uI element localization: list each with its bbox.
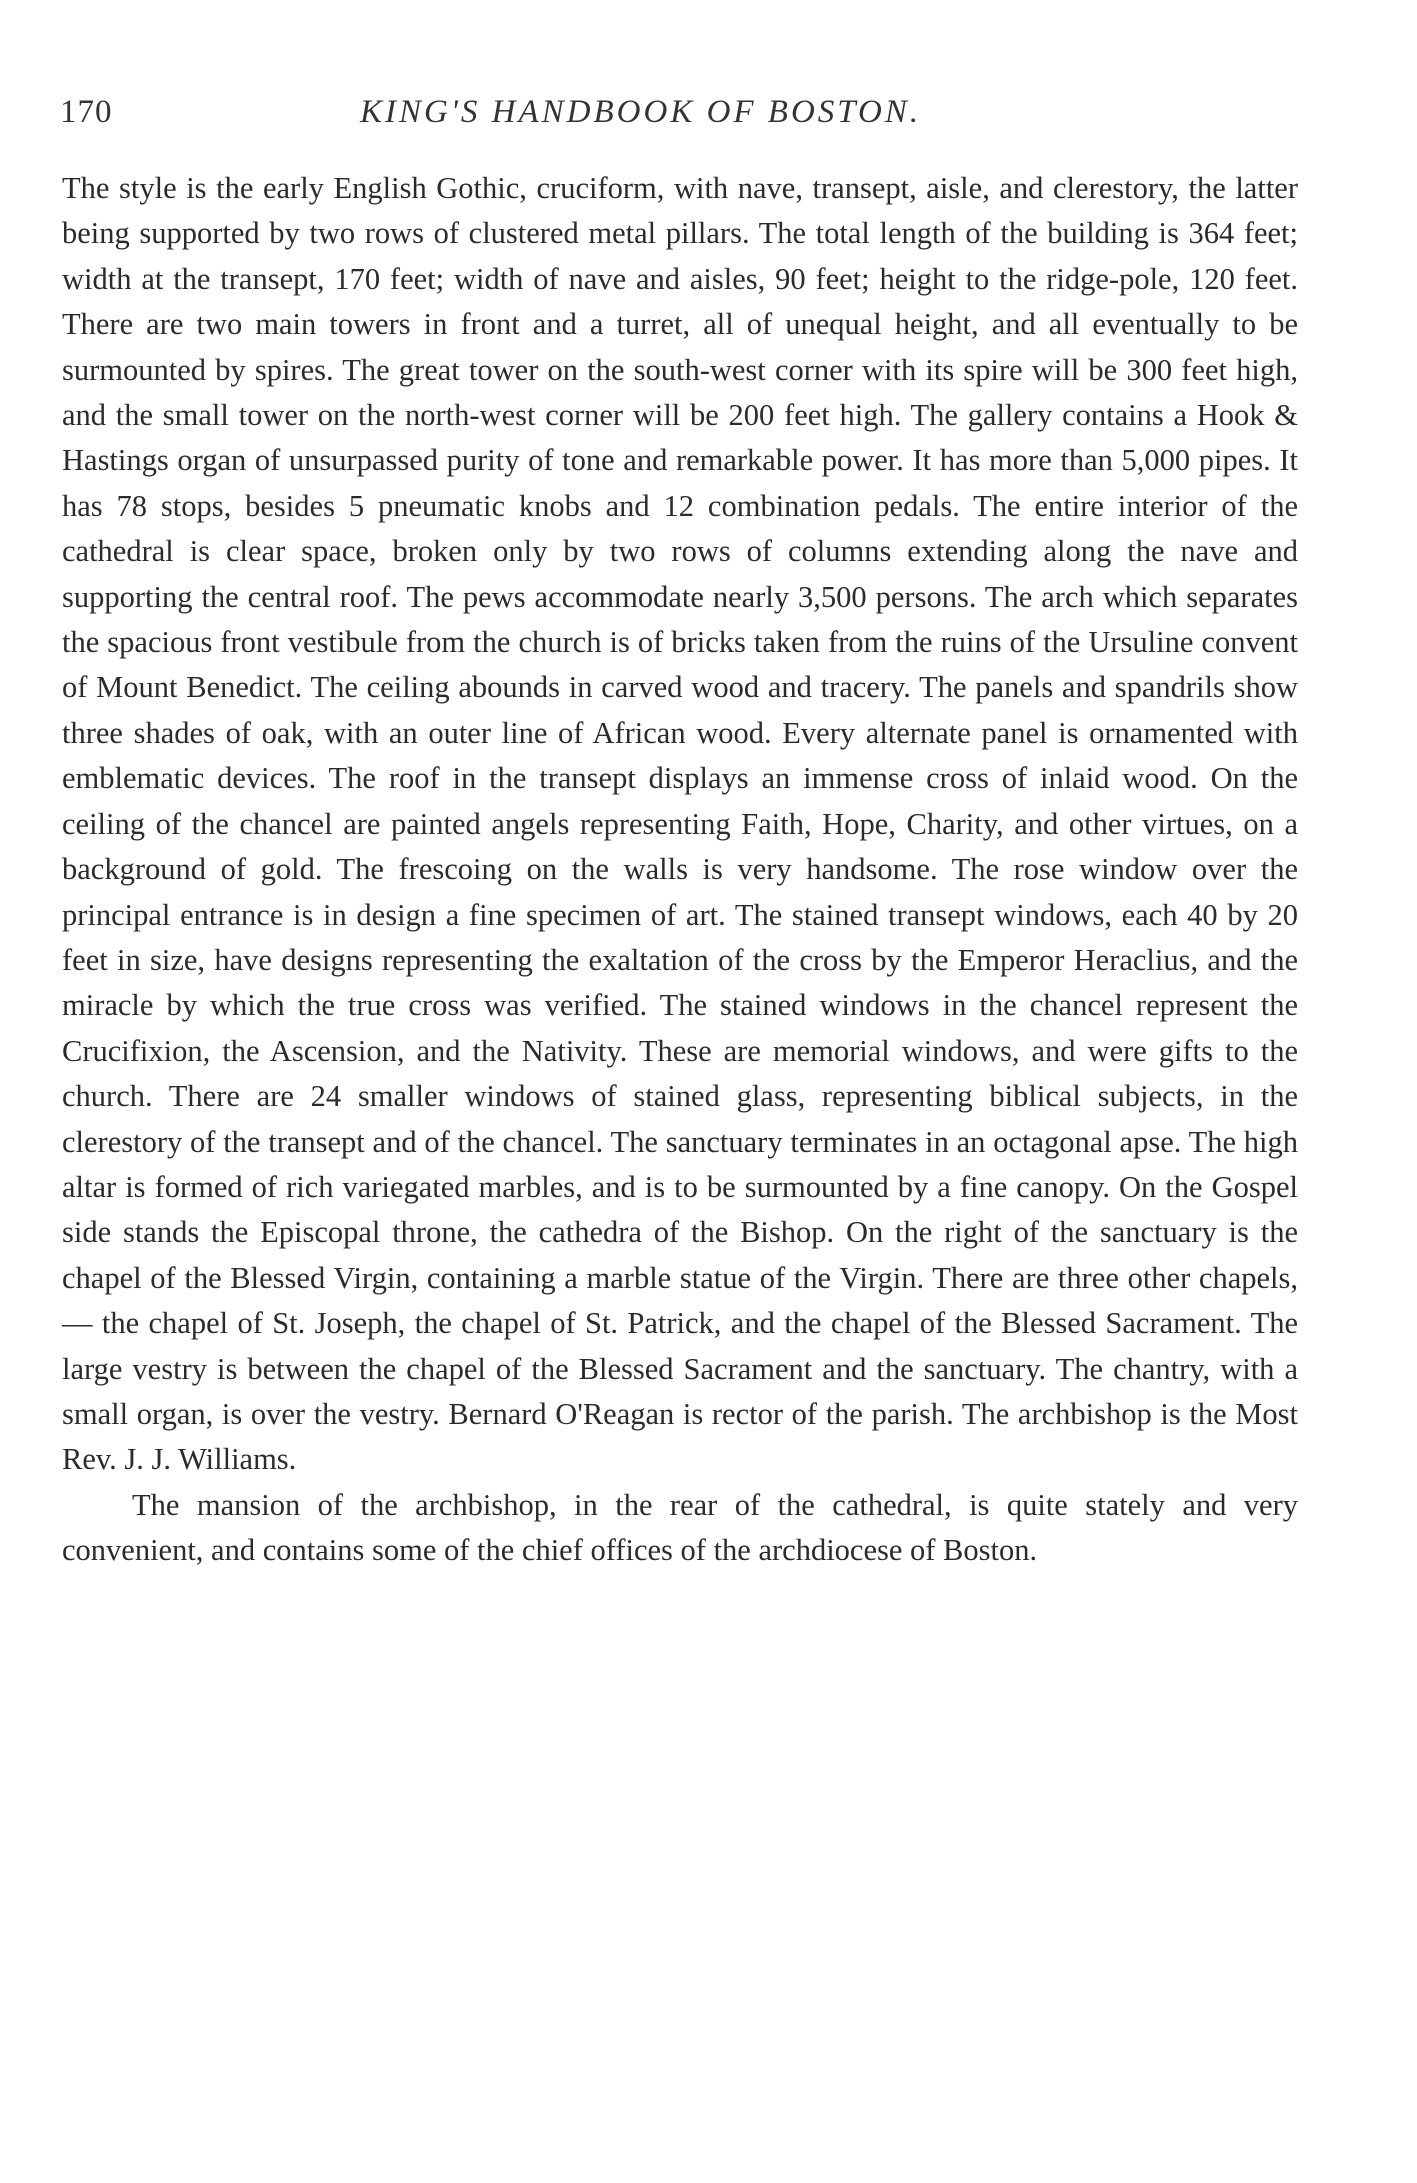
running-title: KING'S HANDBOOK OF BOSTON. bbox=[360, 94, 922, 130]
page-number: 170 bbox=[60, 94, 113, 130]
paragraph-archbishop-mansion: The mansion of the archbishop, in the rear of the cathedral, is quite stately and very convenient, and contains some of the chief offices of the archdiocese of Boston. bbox=[62, 1487, 1298, 1568]
paragraph-cathedral-description: The style is the early English Gothic, cruciform, with nave, transept, aisle, and clerestory, the latter being supported by two rows of clustered metal pillars. The total length of the building is 364 feet; width at the transept, 170 feet; width of nave and aisles, 90 feet; height to the ridge-pole, 120 feet. There are two main towers in front and a turret, all of unequal height, and all eventually to be surmounted by spires. The great tower on the south-west corner with its spire will be 300 feet high, and the small tower on the north-west corner will be 200 feet high. The gallery contains a Hook & Hastings organ of unsurpassed purity of tone and remarkable power. It has more than 5,000 pipes. It has 78 stops, besides 5 pneumatic knobs and 12 combination pedals. The entire interior of the cathedral is clear space, broken only by two rows of columns extending along the nave and supporting the central roof. The pews accommodate nearly 3,500 persons. The arch which separates the spacious front vestibule from the church is of bricks taken from the ruins of the Ursuline convent of Mount Benedict. The ceiling abounds in carved wood and tracery. The panels and spandrils show three shades of oak, with an outer line of African wood. Every alternate panel is ornamented with emblematic devices. The roof in the transept displays an immense cross of inlaid wood. On the ceiling of the chancel are painted angels representing Faith, Hope, Charity, and other virtues, on a background of gold. The frescoing on the walls is very handsome. The rose window over the principal entrance is in design a fine specimen of art. The stained transept windows, each 40 by 20 feet in size, have designs representing the exaltation of the cross by the Emperor Heraclius, and the miracle by which the true cross was verified. The stained windows in the chancel represent the Crucifixion, the Ascension, and the Nativity. These are memorial windows, and were gifts to the church. There are 24 smaller windows of stained glass, representing biblical subjects, in the clerestory of the transept and of the chancel. The sanctuary terminates in an octagonal apse. The high altar is formed of rich variegated marbles, and is to be surmounted by a fine canopy. On the Gospel side stands the Episcopal throne, the cathedra of the Bishop. On the right of the sanctuary is the chapel of the Blessed Virgin, containing a marble statue of the Virgin. There are three other chapels, — the chapel of St. Joseph, the chapel of St. Patrick, and the chapel of the Blessed Sacrament. The large vestry is between the chapel of the Blessed Sacrament and the sanctuary. The chantry, with a small organ, is over the vestry. Bernard O'Reagan is rector of the parish. The archbishop is the Most Rev. J. J. Williams. bbox=[62, 171, 1298, 1477]
body-text bbox=[62, 166, 1298, 1574]
running-header bbox=[60, 94, 1300, 138]
